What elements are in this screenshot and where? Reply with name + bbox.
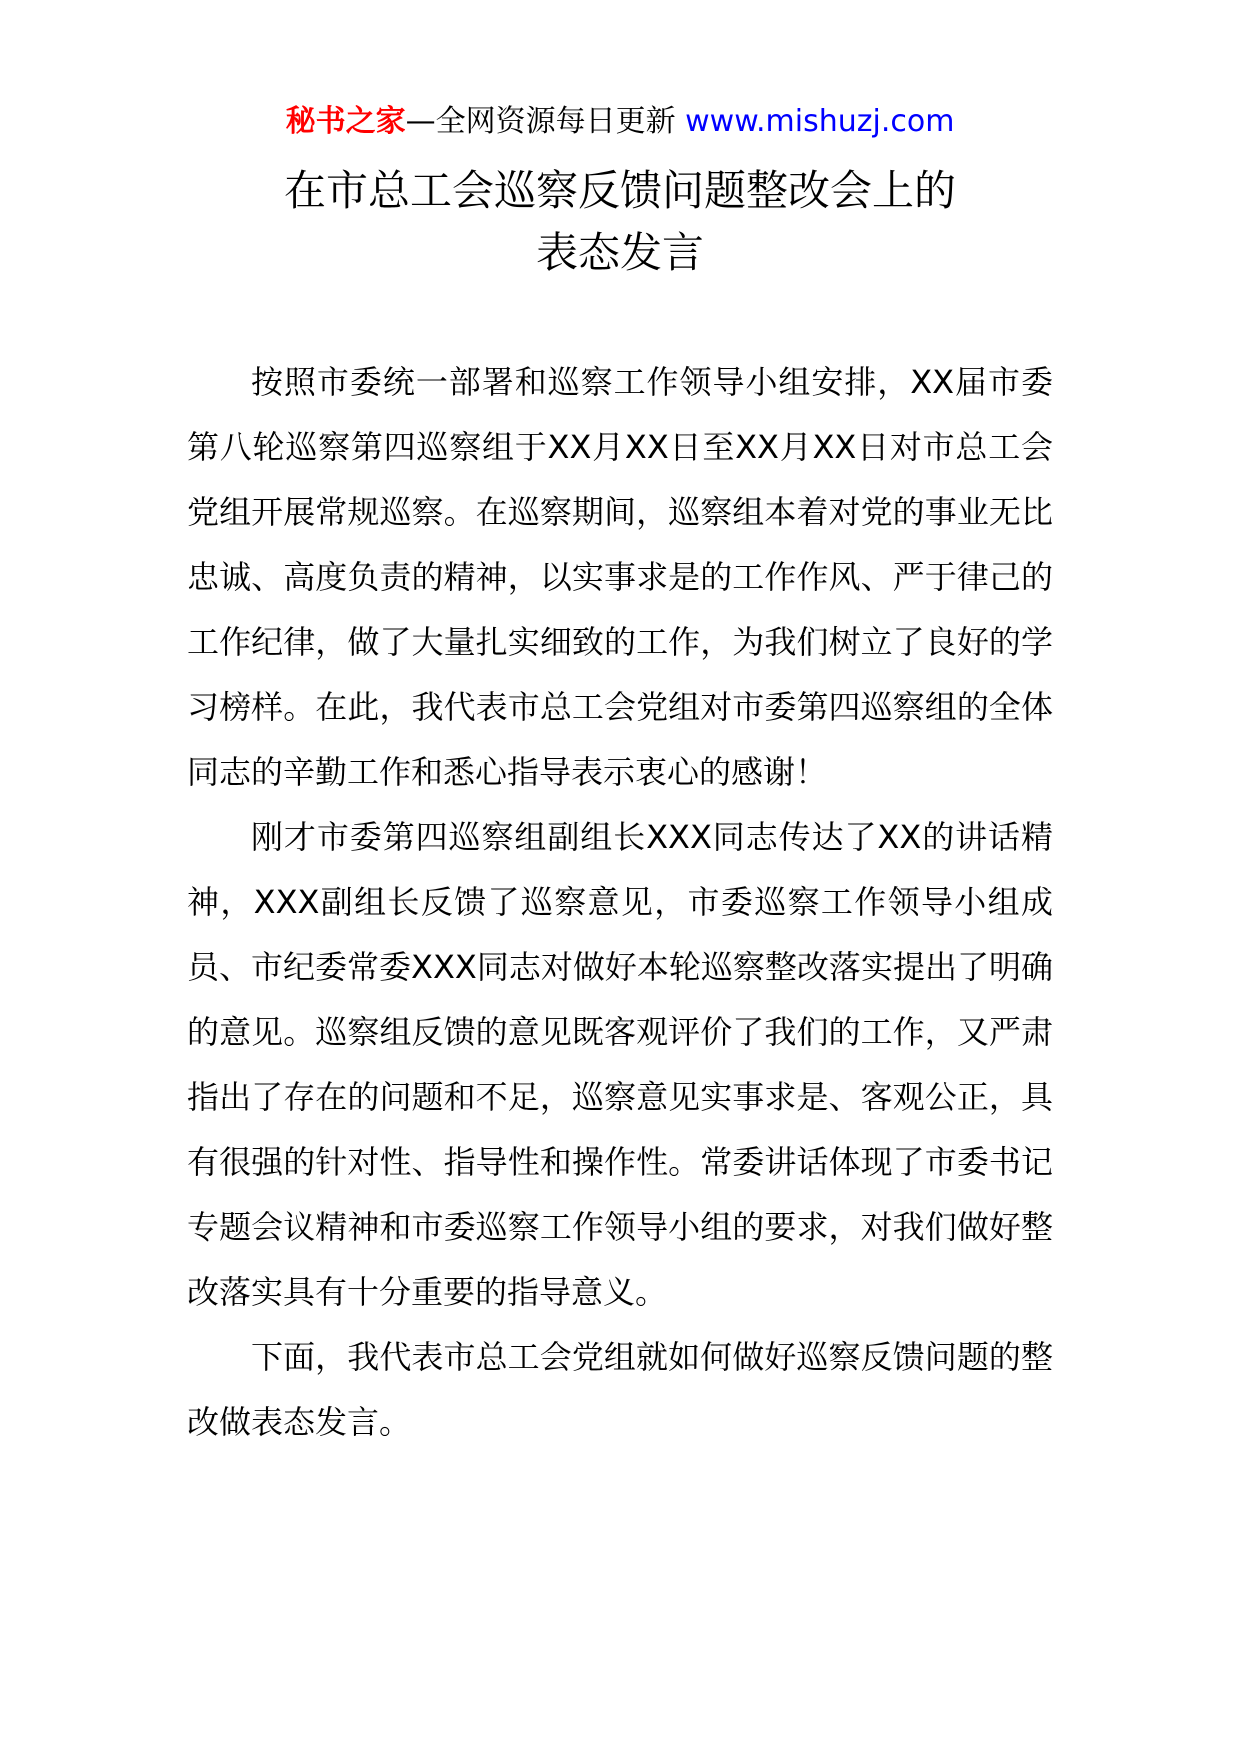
title-line-2: 表态发言 [535, 228, 704, 277]
body-paragraph-3: 下面，我代表市总工会党组就如何做好巡察反馈问题的整改做表态发言。 [187, 1338, 1053, 1441]
body-paragraph-2: 刚才市委第四巡察组副组长XXX同志传达了XX的讲话精神，XXX副组长反馈了巡察意见，市委巡察工作领导小组成员、市纪委常委XXX同志对做好本轮巡察整改落实提出了明确的意见。巡察组反馈的意见既客观评价了我们的工作，又严肃指出了存在的问题和不足，巡察意见实事求是、客观公正，具有很强的针对性、指导性和操作性。常委讲话体现了市委书记专题会议精神和市委巡察工作领导小组的要求，对我们做好整改落实具有十分重要的指导意义。 [187, 818, 1053, 1311]
site-header [0, 100, 1240, 144]
site-url-link[interactable]: www.mishuzj.com [685, 104, 955, 139]
document-body [187, 350, 1053, 1455]
header-slogan: —全网资源每日更新 [405, 104, 676, 139]
title-line-1: 在市总工会巡察反馈问题整改会上的 [283, 166, 956, 215]
document-title [0, 160, 1240, 284]
body-paragraph-1: 按照市委统一部署和巡察工作领导小组安排，XX届市委第八轮巡察第四巡察组于XX月XX日至XX月XX日对市总工会党组开展常规巡察。在巡察期间，巡察组本着对党的事业无比忠诚、高度负责的精神，以实事求是的工作作风、严于律己的工作纪律，做了大量扎实细致的工作，为我们树立了良好的学习榜样。在此，我代表市总工会党组对市委第四巡察组的全体同志的辛勤工作和悉心指导表示衷心的感谢！ [187, 363, 1053, 791]
brand-name: 秘书之家 [285, 104, 406, 139]
